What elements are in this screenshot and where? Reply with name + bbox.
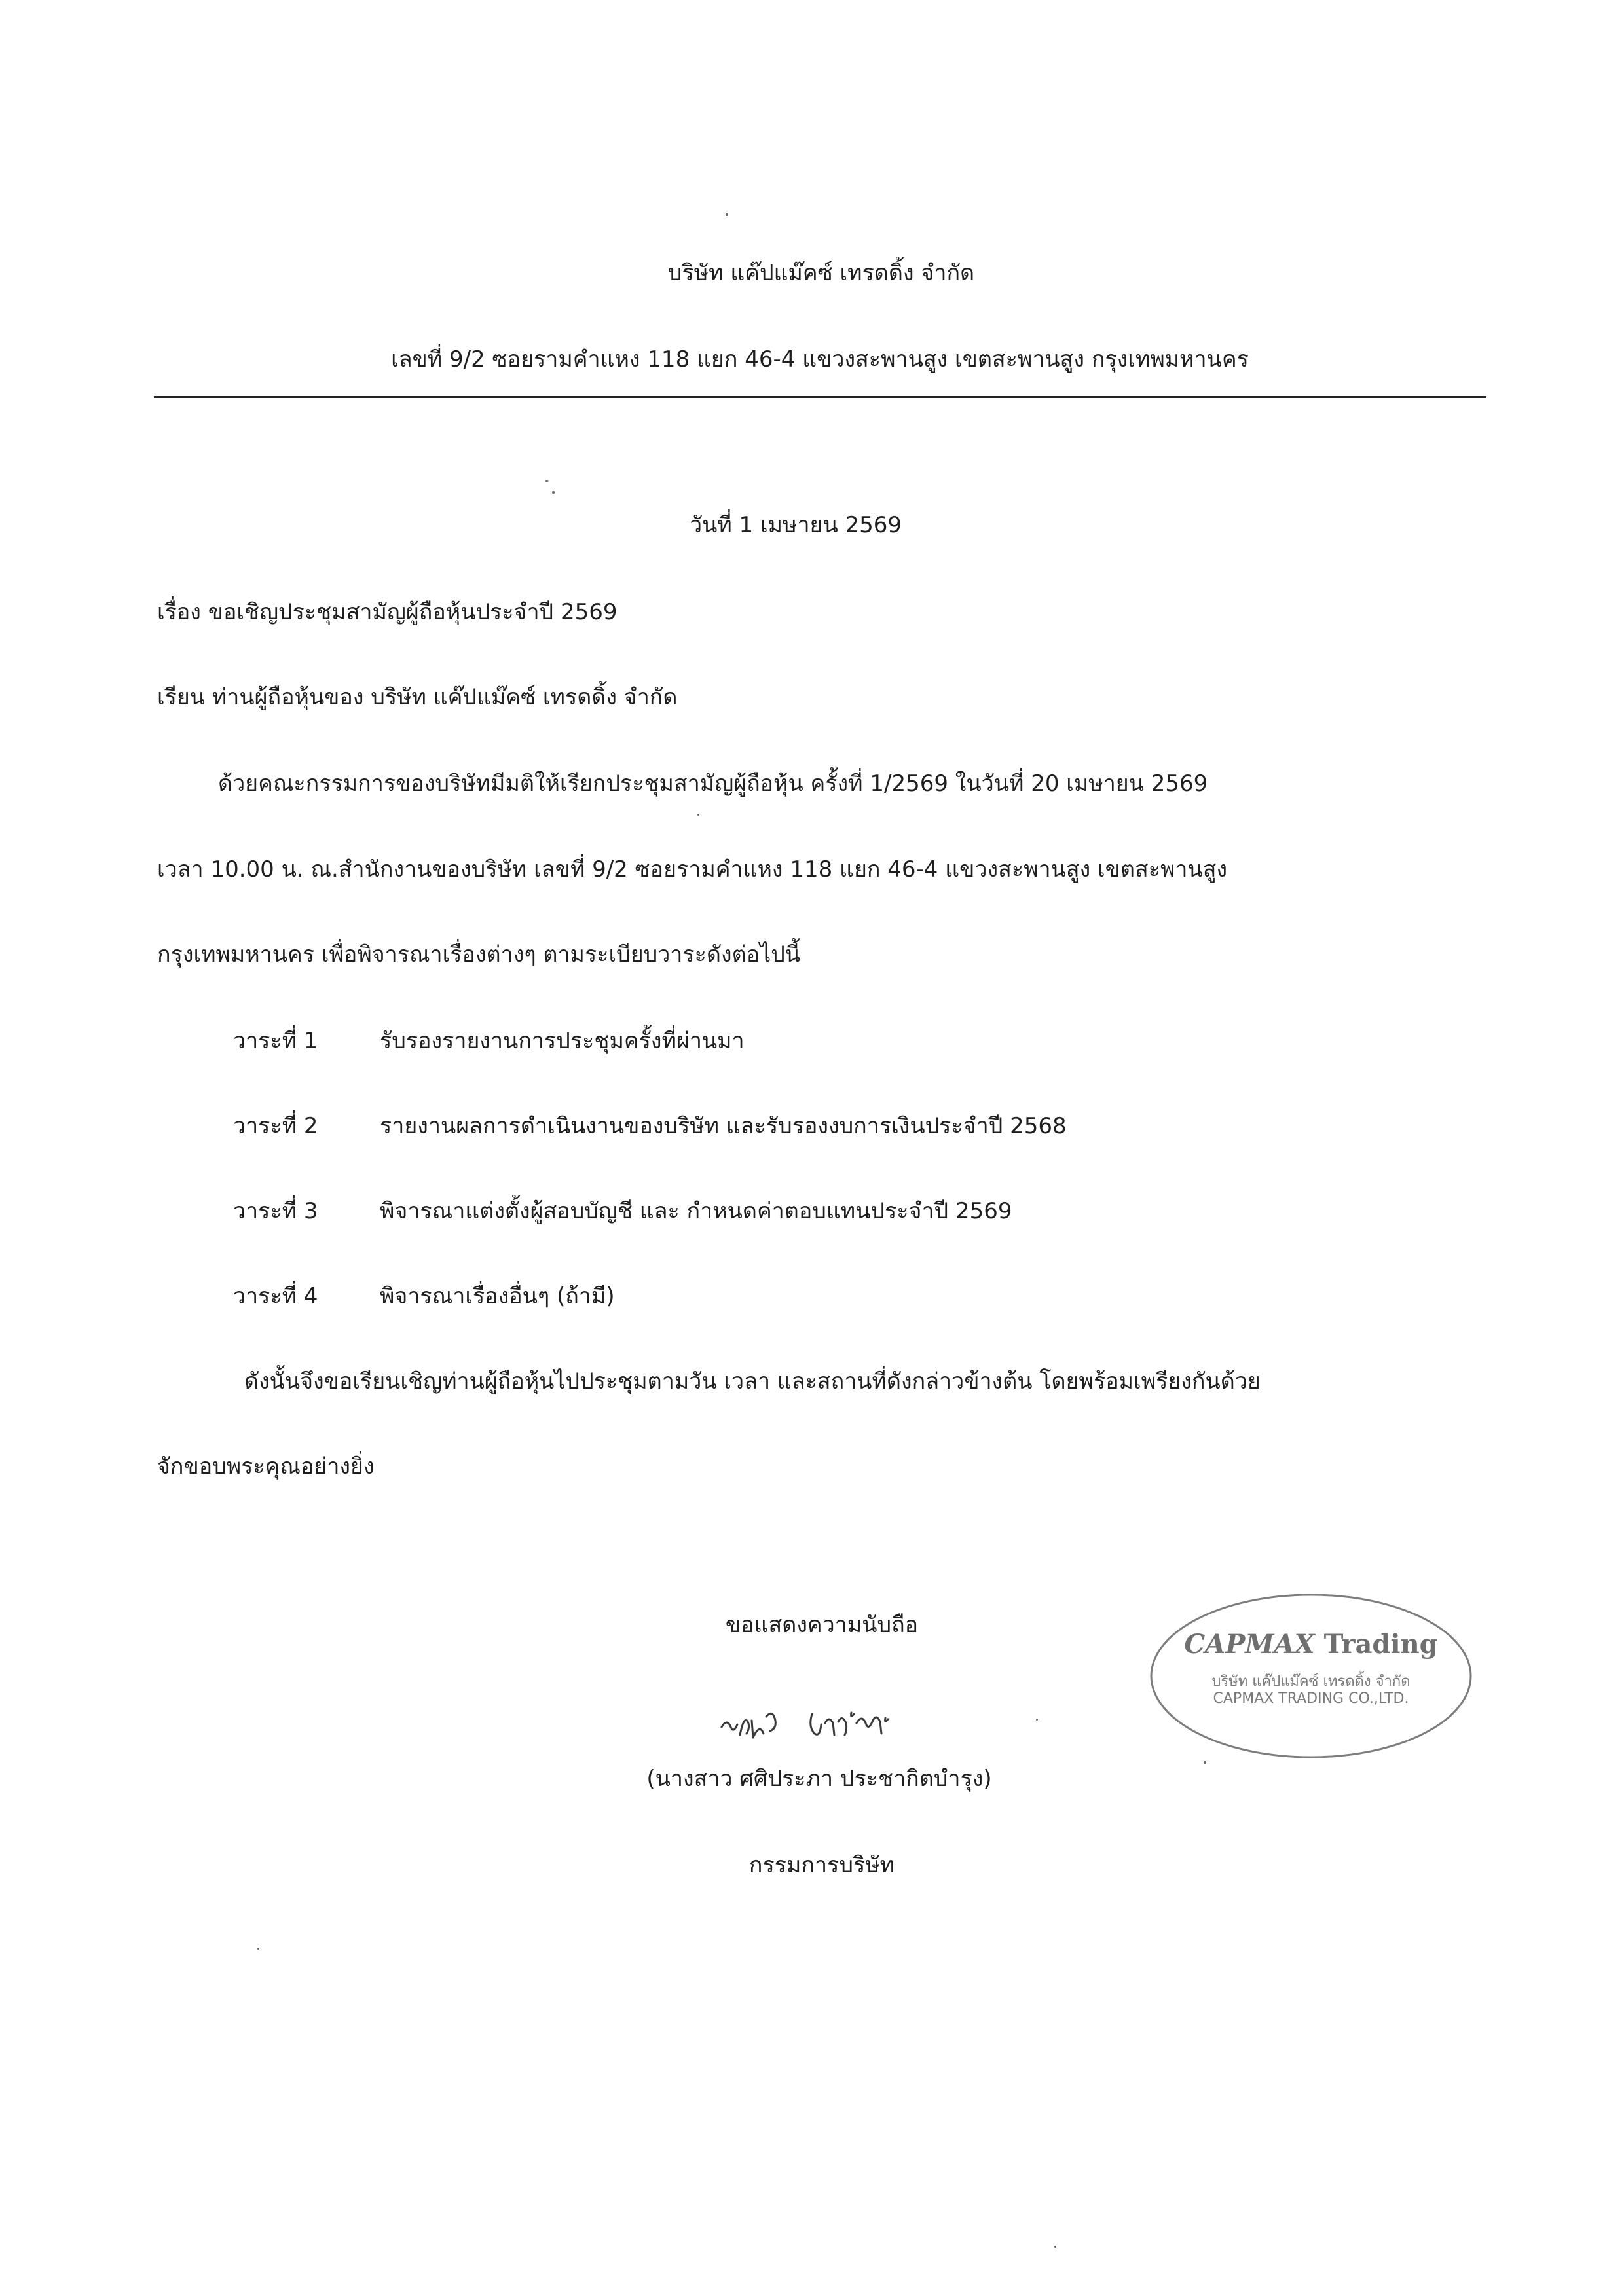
- agenda-label: วาระที่ 2: [233, 1113, 318, 1139]
- agenda-text: รับรองรายงานการประชุมครั้งที่ผ่านมา: [380, 1028, 745, 1054]
- stamp-thai-name: บริษัท แค๊ปแม๊คซ์ เทรดดิ้ง จำกัด: [1211, 1673, 1411, 1690]
- scan-speck: [552, 491, 555, 494]
- signatory-title: กรรมการบริษัท: [748, 1852, 895, 1878]
- company-name: บริษัท แค๊ปแม๊คซ์ เทรดดิ้ง จำกัด: [667, 260, 975, 286]
- scan-speck: [697, 814, 699, 816]
- scan-speck: [1204, 1761, 1206, 1764]
- stamp-english-name: CAPMAX TRADING CO.,LTD.: [1213, 1690, 1409, 1707]
- stamp-title-rest: Trading: [1314, 1629, 1438, 1660]
- stamp-title: [1147, 1629, 1475, 1660]
- stamp-title-italic: CAPMAX: [1184, 1629, 1315, 1660]
- agenda-text: พิจารณาเรื่องอื่นๆ (ถ้ามี): [380, 1283, 615, 1309]
- scan-speck: [726, 213, 728, 216]
- closing-line: จักขอบพระคุณอย่างยิ่ง: [157, 1453, 375, 1480]
- header-divider: [154, 396, 1486, 398]
- body-line: ด้วยคณะกรรมการของบริษัทมีมติให้เรียกประชุมสามัญผู้ถือหุ้น ครั้งที่ 1/2569 ในวันที่ 20 เมษายน 2569: [218, 771, 1208, 797]
- agenda-label: วาระที่ 4: [233, 1283, 318, 1309]
- signature-image: [714, 1694, 930, 1753]
- body-line: เวลา 10.00 น. ณ.สำนักงานของบริษัท เลขที่ 9/2 ซอยรามคำแหง 118 แยก 46-4 แขวงสะพานสูง เขตสะพานสูง: [157, 856, 1228, 883]
- body-line: กรุงเทพมหานคร เพื่อพิจารณาเรื่องต่างๆ ตามระเบียบวาระดังต่อไปนี้: [157, 941, 801, 968]
- closing-line: ดังนั้นจึงขอเรียนเชิญท่านผู้ถือหุ้นไปประชุมตามวัน เวลา และสถานที่ดังกล่าวข้างต้น โดยพร้อมเพรียงกันด้วย: [244, 1368, 1261, 1394]
- agenda-label: วาระที่ 3: [233, 1198, 318, 1224]
- scan-speck: [257, 1948, 259, 1950]
- company-stamp: [1147, 1591, 1475, 1761]
- signatory-name: (นางสาว ศศิประภา ประชากิตบำรุง): [646, 1766, 992, 1792]
- agenda-text: พิจารณาแต่งตั้งผู้สอบบัญชี และ กำหนดค่าตอบแทนประจำปี 2569: [380, 1198, 1012, 1224]
- agenda-label: วาระที่ 1: [233, 1028, 318, 1054]
- scan-speck: [545, 480, 549, 482]
- company-address: เลขที่ 9/2 ซอยรามคำแหง 118 แยก 46-4 แขวงสะพานสูง เขตสะพานสูง กรุงเทพมหานคร: [391, 346, 1249, 373]
- letter-date: วันที่ 1 เมษายน 2569: [690, 512, 902, 538]
- scan-speck: [1054, 2246, 1056, 2248]
- agenda-text: รายงานผลการดำเนินงานของบริษัท และรับรองงบการเงินประจำปี 2568: [380, 1113, 1067, 1139]
- scan-speck: [1036, 1719, 1038, 1721]
- regards-text: ขอแสดงความนับถือ: [725, 1612, 919, 1638]
- letter-recipient: เรียน ท่านผู้ถือหุ้นของ บริษัท แค๊ปแม๊คซ์ เทรดดิ้ง จำกัด: [157, 684, 678, 710]
- letter-subject: เรื่อง ขอเชิญประชุมสามัญผู้ถือหุ้นประจำปี 2569: [157, 599, 618, 625]
